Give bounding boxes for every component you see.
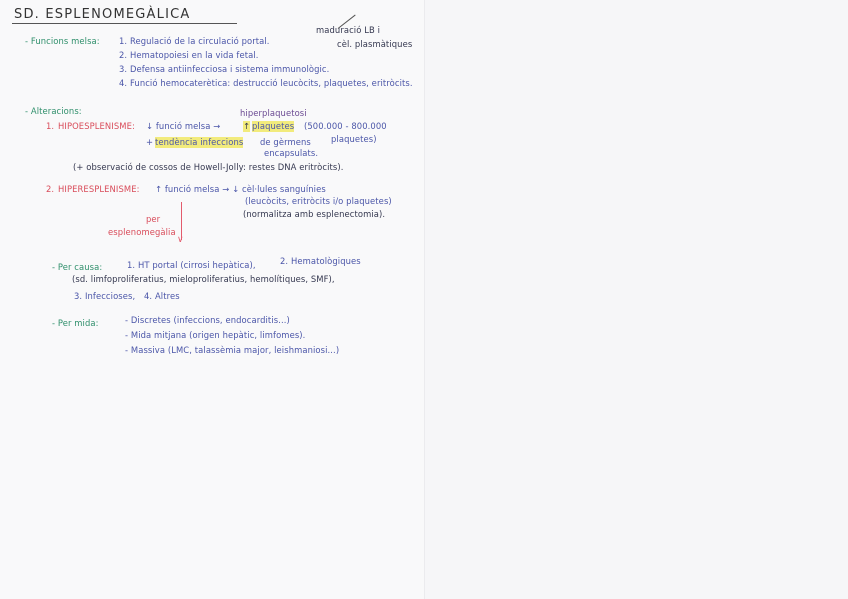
causa-label: - Per causa: xyxy=(52,262,103,272)
hipoesplenisme-title: HIPOESPLENISME: xyxy=(58,121,135,131)
page-title: SD. ESPLENOMEGÀLICA xyxy=(14,7,191,22)
hiper-line2: (leucòcits, eritròcits i/o plaquetes) xyxy=(245,196,392,206)
mida-label: - Per mida: xyxy=(52,318,99,328)
mida-item-1: - Discretes (infeccions, endocarditis...) xyxy=(125,315,290,325)
mida-item-2: - Mida mitjana (origen hepàtic, limfomes). xyxy=(125,330,306,340)
plaquetes-highlight: plaquetes xyxy=(252,121,295,131)
plaquetes-range-end: plaquetes) xyxy=(331,134,377,144)
plaquetes-range: (500.000 - 800.000 xyxy=(304,121,387,131)
hiper-number: 2. xyxy=(46,184,55,194)
note-maduracio: maduració LB i xyxy=(316,25,381,35)
causa-line2: (sd. limfoproliferatius, mieloproliferatius, hemolítiques, SMF), xyxy=(72,274,335,284)
funcio-item-3: 3. Defensa antiinfecciosa i sistema immunològic. xyxy=(119,64,330,74)
alteracions-label: - Alteracions: xyxy=(25,106,82,116)
per-arrow-head: ∨ xyxy=(177,235,184,245)
hipo-number: 1. xyxy=(46,121,55,131)
hiperplaquetosi-note: hiperplaquetosi xyxy=(240,108,307,118)
causa-line1b: 2. Hematològiques xyxy=(280,256,361,266)
title-underline xyxy=(12,23,237,24)
hiper-line3: (normalitza amb esplenectomia). xyxy=(243,209,386,219)
hipo-plus: + xyxy=(146,137,154,147)
causa-line3b: 4. Altres xyxy=(144,291,180,301)
per-text: per xyxy=(146,214,161,224)
germens-text: de gèrmens xyxy=(260,137,311,147)
funcions-label: - Funcions melsa: xyxy=(25,36,100,46)
right-page xyxy=(424,0,848,599)
hipo-arrow-up: ↑ xyxy=(243,121,251,131)
howell-jolly-note: (+ observació de cossos de Howell-Jolly: restes DNA eritròcits). xyxy=(73,162,344,172)
causa-line1a: 1. HT portal (cirrosi hepàtica), xyxy=(127,260,256,270)
hiperesplenisme-title: HIPERESPLENISME: xyxy=(58,184,140,194)
hiper-line1: ↑ funció melsa → ↓ cèl·lules sanguínies xyxy=(155,184,326,194)
esplenomegalia-text: esplenomegàlia xyxy=(108,227,176,237)
tendencia-highlight: tendència infeccions xyxy=(155,137,244,147)
hipo-line1: ↓ funció melsa → xyxy=(146,121,221,131)
encapsulats-text: encapsulats. xyxy=(264,148,319,158)
mida-item-3: - Massiva (LMC, talassèmia major, leishmaniosi...) xyxy=(125,345,340,355)
causa-line3a: 3. Infeccioses, xyxy=(74,291,136,301)
funcio-item-1: 1. Regulació de la circulació portal. xyxy=(119,36,270,46)
funcio-item-2: 2. Hematopoiesi en la vida fetal. xyxy=(119,50,259,60)
note-cel-plasmatiques: cèl. plasmàtiques xyxy=(337,39,413,49)
funcio-item-4: 4. Funció hemocaterètica: destrucció leucòcits, plaquetes, eritròcits. xyxy=(119,78,413,88)
